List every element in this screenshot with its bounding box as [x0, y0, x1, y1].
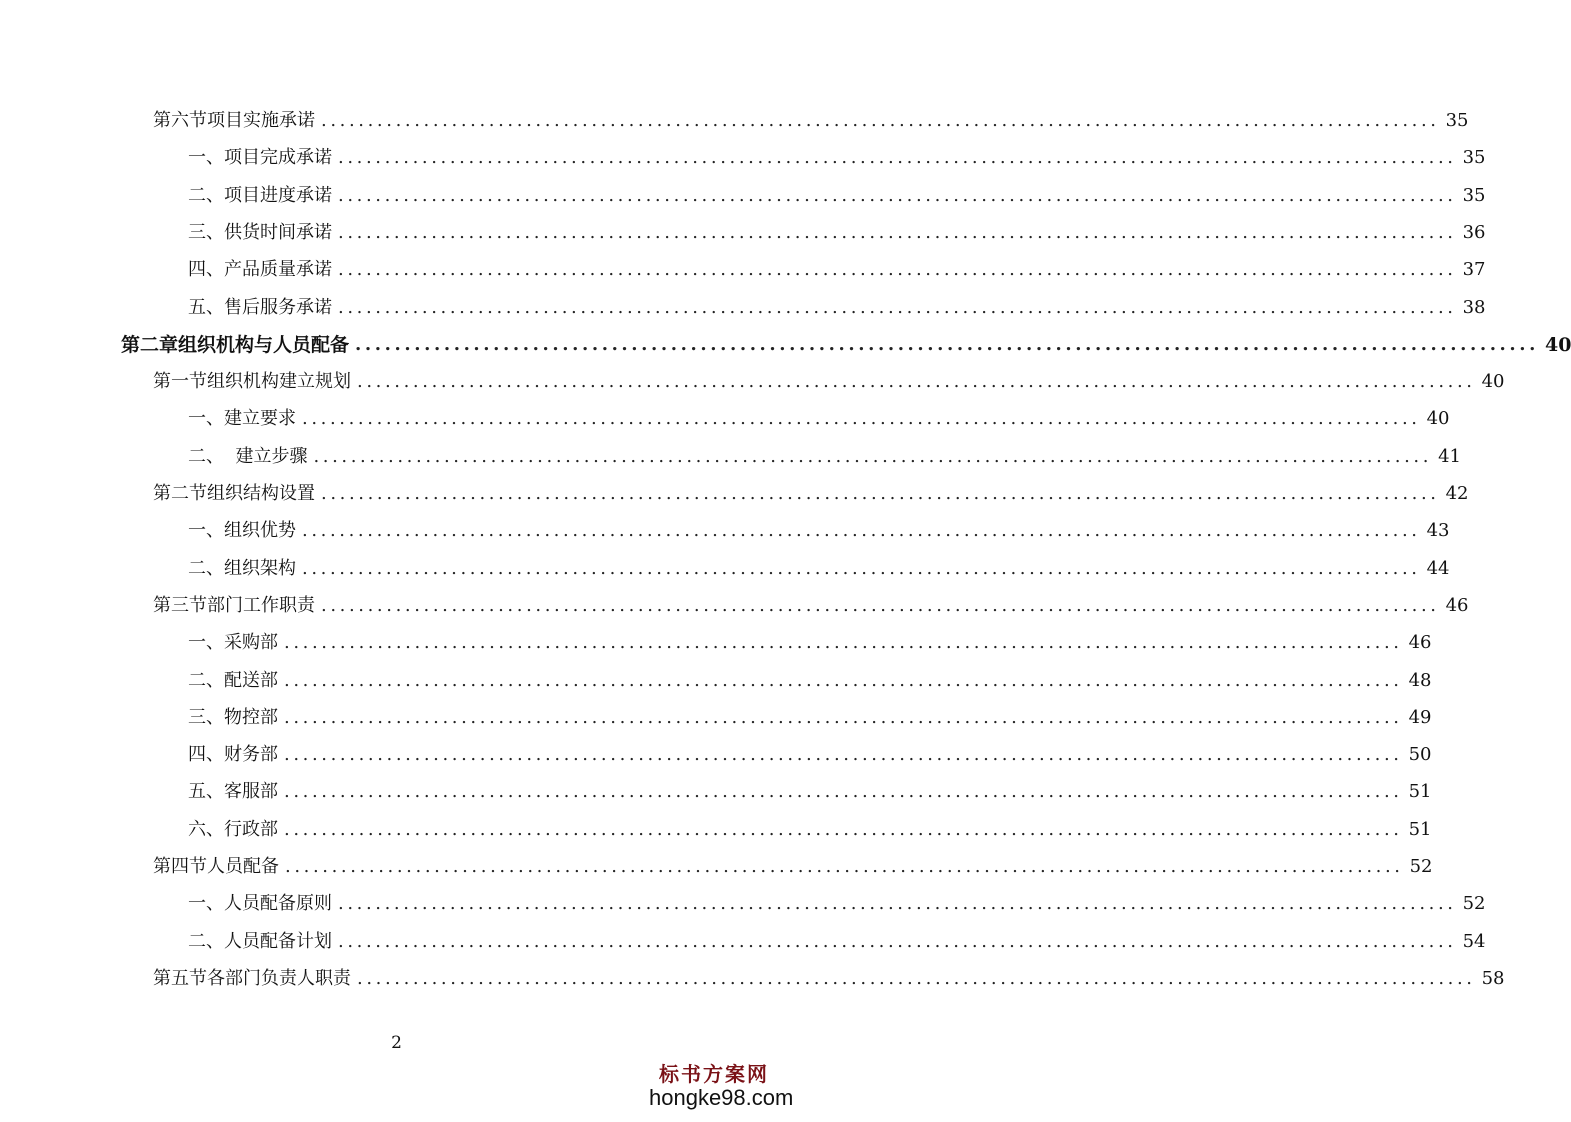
toc-entry-title: 供货时间承诺: [224, 221, 332, 243]
toc-dot-leader: ........................................................................................................................: [284, 744, 1403, 766]
toc-entry-page: 35: [1462, 184, 1486, 206]
toc-entry-page: 54: [1462, 930, 1486, 952]
toc-entry-page: 51: [1408, 818, 1432, 840]
toc-entry[interactable]: [188, 927, 1486, 953]
toc-dot-leader: ........................................................................................................................: [321, 594, 1440, 616]
toc-dot-leader: ........................................................................................................................: [284, 632, 1403, 654]
toc-entry-title: 财务部: [224, 744, 278, 766]
toc-entry-page: 43: [1426, 520, 1450, 542]
toc-entry[interactable]: [153, 964, 1505, 990]
toc-dot-leader: ........................................................................................................................: [338, 221, 1457, 243]
toc-entry-number: 第一节: [153, 371, 207, 393]
toc-entry-page: 40: [1481, 371, 1505, 393]
toc-entry-title: 售后服务承诺: [224, 296, 332, 318]
toc-entry[interactable]: [188, 628, 1432, 654]
toc-entry[interactable]: [188, 255, 1486, 281]
toc-entry[interactable]: [153, 367, 1505, 393]
toc-entry-number: 四、: [188, 744, 224, 766]
toc-entry[interactable]: [153, 106, 1469, 132]
toc-entry[interactable]: [188, 703, 1432, 729]
toc-entry-title: 建立步骤: [224, 445, 308, 467]
toc-entry-title: 项目实施承诺: [207, 110, 315, 131]
toc-entry-page: 38: [1462, 296, 1486, 318]
toc-entry-number: 二、: [188, 669, 224, 691]
toc-entry-title: 物控部: [224, 706, 278, 728]
toc-entry-title: 组织架构: [224, 557, 296, 579]
toc-entry[interactable]: [188, 442, 1461, 468]
toc-entry-title: 配送部: [224, 669, 278, 691]
toc-entry[interactable]: [188, 777, 1432, 803]
toc-entry-number: 二、: [188, 557, 224, 579]
toc-entry[interactable]: [153, 591, 1469, 617]
toc-entry-page: 36: [1462, 221, 1486, 243]
toc-entry-page: 44: [1426, 557, 1450, 579]
toc-entry-title: 组织结构设置: [207, 483, 315, 504]
toc-dot-leader: ........................................................................................................................: [284, 818, 1403, 840]
watermark-logo: [649, 1062, 794, 1110]
toc-entry-title: 项目进度承诺: [224, 184, 332, 206]
toc-entry-number: 三、: [188, 221, 224, 243]
toc-entry-page: 49: [1408, 706, 1432, 728]
toc-entry-page: 52: [1409, 856, 1433, 877]
toc-entry-title: 采购部: [224, 632, 278, 654]
page-number: 2: [391, 1033, 402, 1053]
toc-entry-title: 组织机构与人员配备: [178, 333, 350, 356]
toc-entry[interactable]: [188, 293, 1486, 319]
toc-dot-leader: ........................................................................................................................: [302, 520, 1421, 542]
toc-dot-leader: ........................................................................................................................: [357, 371, 1476, 393]
toc-entry-page: 48: [1408, 669, 1432, 691]
toc-entry-number: 五、: [188, 296, 224, 318]
toc-entry-number: 第六节: [153, 110, 207, 131]
toc-entry-page: 35: [1445, 110, 1469, 131]
toc-dot-leader: ........................................................................................................................: [357, 967, 1476, 989]
toc-dot-leader: ........................................................................................................................: [285, 856, 1404, 877]
toc-entry-number: 第三节: [153, 594, 207, 616]
toc-dot-leader: ........................................................................................................................: [338, 259, 1457, 281]
toc-entry-title: 人员配备原则: [224, 893, 332, 915]
toc-entry-page: 41: [1438, 445, 1461, 467]
toc-entry[interactable]: [188, 181, 1486, 207]
toc-entry-page: 52: [1462, 893, 1486, 915]
toc-entry-number: 一、: [188, 893, 224, 915]
toc-entry-title: 客服部: [224, 781, 278, 803]
toc-entry[interactable]: [188, 143, 1486, 169]
toc-entry[interactable]: [188, 404, 1450, 430]
toc-dot-leader: ........................................................................................................................: [338, 147, 1457, 169]
toc-entry-page: 35: [1462, 147, 1486, 169]
toc-entry-page: 50: [1408, 744, 1432, 766]
toc-entry-number: 六、: [188, 818, 224, 840]
toc-entry-number: 第二节: [153, 483, 207, 504]
toc-entry-page: 58: [1481, 967, 1505, 989]
toc-dot-leader: ........................................................................................................................: [321, 110, 1440, 131]
toc-entry-number: 第五节: [153, 967, 207, 989]
toc-entry-page: 37: [1462, 259, 1486, 281]
toc-entry-number: 四、: [188, 259, 224, 281]
toc-dot-leader: ........................................................................................................................: [338, 893, 1457, 915]
toc-entry[interactable]: [188, 666, 1432, 692]
toc-entry-number: 一、: [188, 632, 224, 654]
toc-entry-number: 一、: [188, 147, 224, 169]
toc-entry-number: 二、: [188, 445, 224, 467]
toc-dot-leader: ........................................................................................................................: [284, 706, 1403, 728]
toc-dot-leader: ........................................................................................................................: [313, 445, 1433, 467]
toc-dot-leader: ........................................................................................................................: [284, 781, 1403, 803]
toc-entry[interactable]: [153, 479, 1469, 505]
toc-entry-title: 各部门负责人职责: [207, 967, 351, 989]
toc-dot-leader: ........................................................................................................................: [338, 930, 1457, 952]
toc-entry-page: 46: [1408, 632, 1432, 654]
toc-entry-number: 第二章: [121, 333, 179, 356]
toc-dot-leader: ........................................................................................................................: [355, 333, 1540, 355]
toc-entry[interactable]: [188, 740, 1432, 766]
toc-entry-number: 一、: [188, 520, 224, 542]
toc-entry-page: 51: [1408, 781, 1432, 803]
toc-dot-leader: ........................................................................................................................: [338, 184, 1457, 206]
toc-entry-title: 项目完成承诺: [224, 147, 332, 169]
toc-entry-title: 组织机构建立规划: [207, 371, 351, 393]
toc-entry[interactable]: [121, 330, 1571, 356]
toc-dot-leader: ........................................................................................................................: [302, 557, 1421, 579]
toc-entry[interactable]: [188, 218, 1486, 244]
toc-entry-number: 五、: [188, 781, 224, 803]
toc-dot-leader: ........................................................................................................................: [338, 296, 1457, 318]
toc-entry[interactable]: [188, 516, 1450, 542]
toc-entry-title: 人员配备: [207, 856, 279, 877]
toc-entry-title: 部门工作职责: [207, 594, 315, 616]
toc-entry[interactable]: [153, 852, 1433, 878]
toc-entry-page: 40: [1426, 408, 1450, 430]
toc-entry-number: 二、: [188, 184, 224, 206]
toc-entry[interactable]: [188, 554, 1450, 580]
watermark-domain: hongke98.com: [649, 1085, 794, 1110]
toc-entry-title: 建立要求: [224, 408, 296, 430]
toc-entry-number: 三、: [188, 706, 224, 728]
toc-dot-leader: ........................................................................................................................: [302, 408, 1421, 430]
toc-entry-page: 42: [1445, 483, 1469, 504]
toc-dot-leader: ........................................................................................................................: [321, 483, 1440, 504]
toc-entry[interactable]: [188, 815, 1432, 841]
toc-entry-title: 行政部: [224, 818, 278, 840]
toc-dot-leader: ........................................................................................................................: [284, 669, 1403, 691]
toc-entry-number: 一、: [188, 408, 224, 430]
toc-entry-number: 二、: [188, 930, 224, 952]
toc-entry-title: 组织优势: [224, 520, 296, 542]
toc-entry-title: 人员配备计划: [224, 930, 332, 952]
toc-entry-number: 第四节: [153, 856, 207, 877]
watermark-chinese: 标书方案网: [659, 1062, 769, 1086]
toc-entry-page: 40: [1545, 333, 1571, 356]
toc-entry-page: 46: [1445, 594, 1469, 616]
toc-entry-title: 产品质量承诺: [224, 259, 332, 281]
toc-entry[interactable]: [188, 889, 1486, 915]
